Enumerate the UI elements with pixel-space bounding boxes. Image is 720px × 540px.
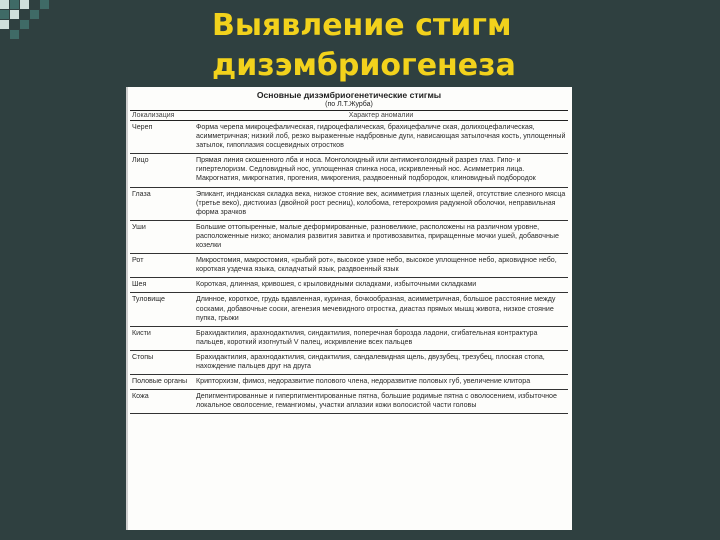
- slide-title: [212, 6, 592, 86]
- row-description: Короткая, длинная, кривошея, с крыловидными складками, избыточными складками: [194, 278, 568, 293]
- row-localization: Половые органы: [130, 375, 194, 390]
- table-row: [130, 375, 568, 390]
- scanned-document: [126, 87, 572, 530]
- table-row: [130, 121, 568, 154]
- table-row: [130, 326, 568, 350]
- table-row: [130, 278, 568, 293]
- row-localization: Кожа: [130, 390, 194, 414]
- row-description: Форма черепа микроцефалическая, гидроцефалическая, брахицефаличе ская, долихоцефалическая, асимметричная; низкий лоб, резко выраженные надбровные дуги, нависающая затылочная кость, уплощенный затылок, гипоплазия сосцевидных отростков: [194, 121, 568, 154]
- row-localization: Череп: [130, 121, 194, 154]
- row-localization: Уши: [130, 220, 194, 253]
- corner-decoration: [0, 0, 50, 46]
- table-row: [130, 390, 568, 414]
- table-row: [130, 293, 568, 326]
- row-localization: Лицо: [130, 154, 194, 187]
- document-subtitle: (по Л.Т.Журба): [325, 101, 373, 108]
- row-localization: Стопы: [130, 350, 194, 374]
- row-localization: Рот: [130, 254, 194, 278]
- header-anomaly: Характер аномалии: [194, 111, 568, 121]
- table-row: [130, 350, 568, 374]
- row-description: Микростомия, макростомия, «рыбий рот», высокое узкое небо, высокое уплощенное небо, арковидное небо, короткая уздечка языка, складчатый язык, раздвоенный язык: [194, 254, 568, 278]
- table-row: [130, 254, 568, 278]
- table-row: [130, 220, 568, 253]
- row-description: Прямая линия скошенного лба и носа. Монголоидный или антимонголоидный разрез глаз. Гипо- и гипертелоризм. Седловидный нос, уплощенная спинка носа, искривленный нос. Асимметрия лица. Макрогнатия, микрогнатия, прогения, микрогения, раздвоенный подбородок, клиновидный подбородок: [194, 154, 568, 187]
- header-localization: Локализация: [130, 111, 194, 121]
- slide-title-line2: дизэмбриогенеза: [212, 48, 516, 83]
- row-description: Большие оттопыренные, малые деформированные, разновеликие, расположены на различном уровне, расположенные низко; аномалия развития завитка и противозавитка, приращенные мочки ушей, добавочные козелки: [194, 220, 568, 253]
- row-description: Эпикант, индианская складка века, низкое стояние век, асимметрия глазных щелей, отсутствие слезного мясца (третье веко), дистихиаз (двойной рост ресниц), колобома, гетерохромия радужной оболочки, неправильная форма зрачков: [194, 187, 568, 220]
- row-localization: Кисти: [130, 326, 194, 350]
- slide-title-line1: Выявление стигм: [212, 8, 512, 43]
- row-localization: Туловище: [130, 293, 194, 326]
- row-localization: Глаза: [130, 187, 194, 220]
- row-localization: Шея: [130, 278, 194, 293]
- row-description: Длинное, короткое, грудь вдавленная, куриная, бочкообразная, асимметричная, большое расстояние между сосками, добавочные соски, агенезия мечевидного отростка, диастаз прямых мышц живота, низкое стояние пупка, грыжи: [194, 293, 568, 326]
- stigma-table: [130, 110, 568, 414]
- document-title: Основные дизэмбриогенетические стигмы: [256, 90, 442, 100]
- row-description: Брахидактилия, арахнодактилия, синдактилия, сандалевидная щель, двузубец, трезубец, плоская стопа, нахождение пальцев друг на друга: [194, 350, 568, 374]
- row-description: Депигментированные и гиперпигментированные пятна, большие родимые пятна с оволосением, избыточное локальное оволосение, гемангиомы, участки аплазии кожи волосистой части головы: [194, 390, 568, 414]
- table-header-row: [130, 111, 568, 121]
- table-row: [130, 154, 568, 187]
- row-description: Брахидактилия, арахнодактилия, синдактилия, поперечная борозда ладони, сгибательная контрактура пальцев, короткий изогнутый V палец, искривление всех пальцев: [194, 326, 568, 350]
- table-row: [130, 187, 568, 220]
- row-description: Крипторхизм, фимоз, недоразвитие полового члена, недоразвитие половых губ, увеличение клитора: [194, 375, 568, 390]
